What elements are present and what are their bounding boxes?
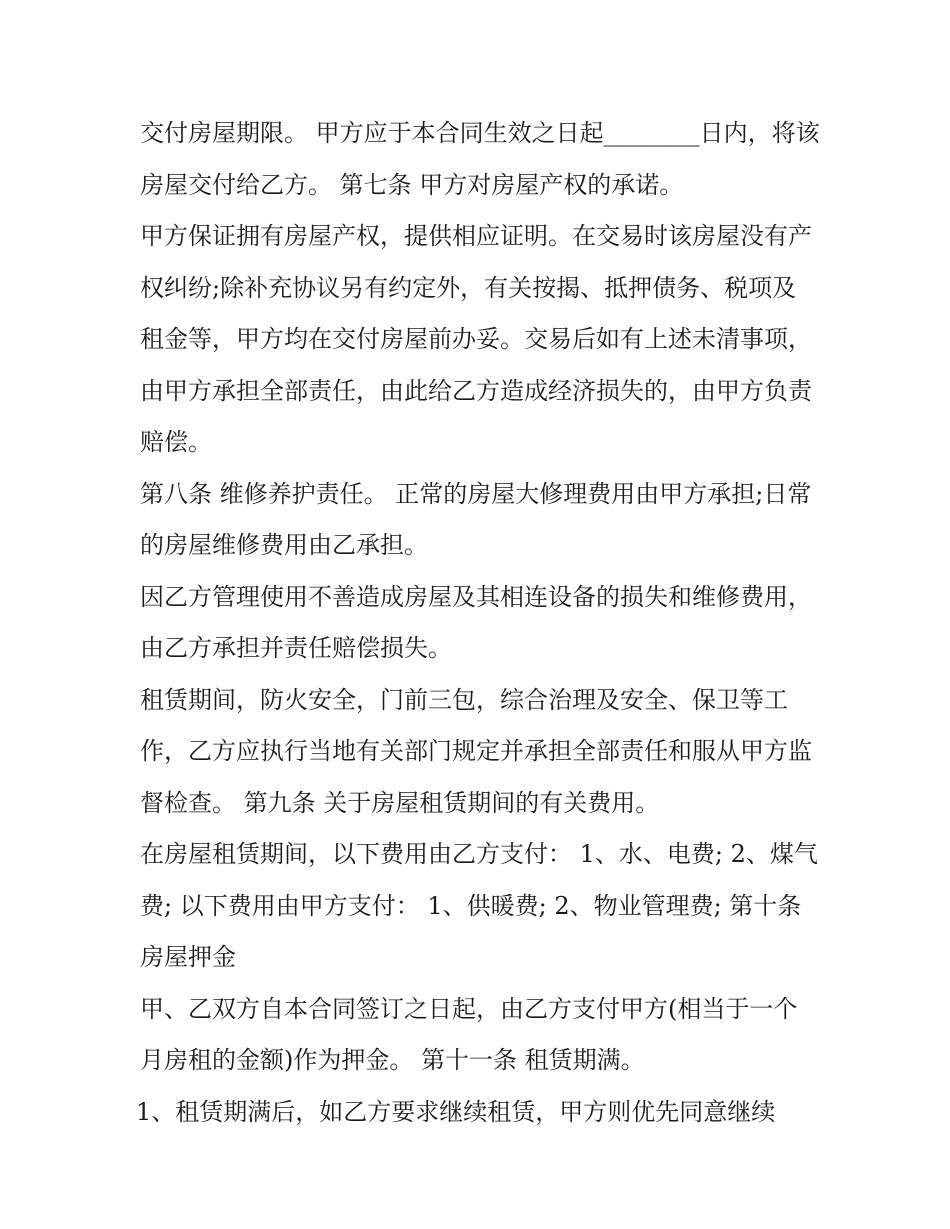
paragraph-deposit: 甲、乙双方自本合同签订之日起，由乙方支付甲方(相当于一个月房租的金额)作为押金。 第十一条 租赁期满。: [140, 994, 798, 1074]
paragraph-ownership-guarantee: 甲方保证拥有房屋产权，提供相应证明。在交易时该房屋没有产权纠纷;除补充协议另有约定外，有关按揭、抵押债务、税项及租金等，甲方均在交付房屋前办妥。交易后如有上述未清事项，由甲方承担全部责任，由此给乙方造成经济损失的，由甲方负责赔偿。: [140, 222, 812, 456]
paragraph-fees: 在房屋租赁期间，以下费用由乙方支付： 1、水、电费; 2、煤气费; 以下费用由甲方支付： 1、供暖费; 2、物业管理费; 第十条 房屋押金: [140, 840, 818, 971]
paragraph-damage-liability: 因乙方管理使用不善造成房屋及其相连设备的损失和维修费用，由乙方承担并责任赔偿损失。: [140, 582, 812, 662]
document-body: [136, 108, 820, 1138]
paragraph-delivery-term: 交付房屋期限。 甲方应于本合同生效之日起________日内，将该房屋交付给乙方。 第七条 甲方对房屋产权的承诺。: [140, 119, 820, 199]
paragraph-lease-expiry: 1、租赁期满后，如乙方要求继续租赁，甲方则优先同意继续: [136, 1097, 776, 1126]
paragraph-maintenance: 第八条 维修养护责任。 正常的房屋大修理费用由甲方承担;日常的房屋维修费用由乙承担。: [140, 479, 812, 559]
paragraph-fire-safety: 租赁期间，防火安全，门前三包，综合治理及安全、保卫等工作，乙方应执行当地有关部门规定并承担全部责任和服从甲方监督检查。 第九条 关于房屋租赁期间的有关费用。: [140, 685, 812, 817]
